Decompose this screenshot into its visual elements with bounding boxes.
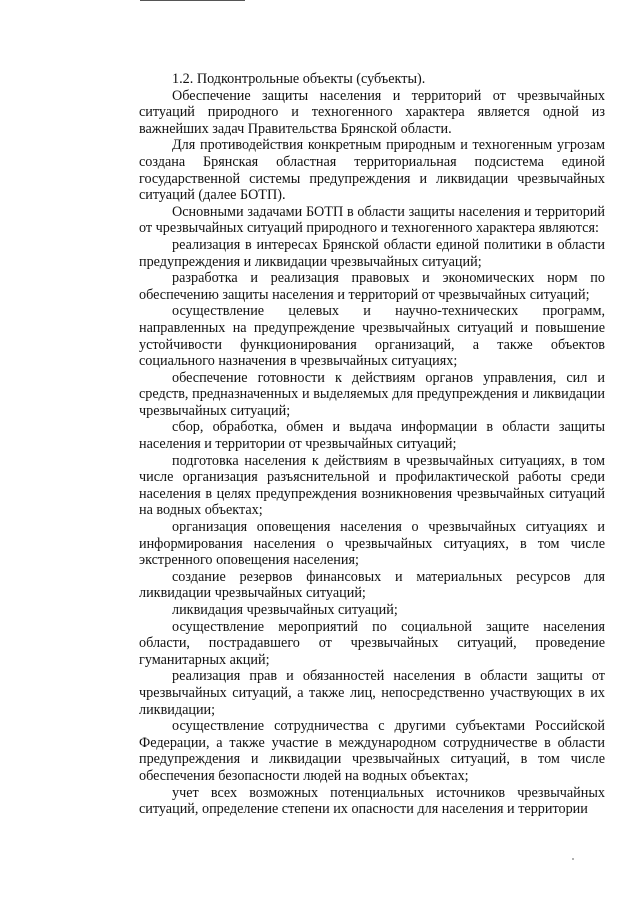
list-item-policy: реализация в интересах Брянской области единой политики в области предупреждения и ликвидации чрезвычайных ситуаций;	[139, 236, 605, 270]
list-item-information: сбор, обработка, обмен и выдача информации в области защиты населения и территории от чрезвычайных ситуаций;	[139, 419, 605, 453]
document-page	[139, 71, 605, 818]
list-item-training: подготовка населения к действиям в чрезвычайных ситуациях, в том числе организация разъяснительной и профилактической работы среди населения в целях предупреждения возникновения чрезвычайных ситуаций на водных объектах;	[139, 452, 605, 519]
list-item-legal-norms: разработка и реализация правовых и экономических норм по обеспечению защиты населения и территорий от чрезвычайных ситуаций;	[139, 270, 605, 303]
paragraph-3: Основными задачами БОТП в области защиты населения и территорий от чрезвычайных ситуаций природного и техногенного характера являются:	[139, 203, 605, 237]
list-item-rights: реализация прав и обязанностей населения в области защиты от чрезвычайных ситуаций, а также лиц, непосредственно участвующих в их ликвидации;	[139, 668, 605, 718]
section-heading: 1.2. Подконтрольные объекты (субъекты).	[172, 71, 426, 87]
list-item-accounting: учет всех возможных потенциальных источников чрезвычайных ситуаций, определение степени их опасности для населения и территории	[139, 784, 605, 818]
list-item-readiness: обеспечение готовности к действиям органов управления, сил и средств, предназначенных и выделяемых для предупреждения и ликвидации чрезвычайных ситуаций;	[139, 369, 605, 419]
list-item-reserves: создание резервов финансовых и материальных ресурсов для ликвидации чрезвычайных ситуаций;	[139, 568, 605, 602]
list-item-programs: осуществление целевых и научно-технических программ, направленных на предупреждение чрезвычайных ситуаций и повышение устойчивости функционирования организаций, а также объектов социального назначения в чрезвычайных ситуациях;	[139, 303, 605, 370]
list-item-alerting: организация оповещения населения о чрезвычайных ситуациях и информирования населения о чрезвычайных ситуациях, в том числе экстренного оповещения населения;	[139, 519, 605, 569]
list-item-cooperation: осуществление сотрудничества с другими субъектами Российской Федерации, а также участие в международном сотрудничестве в области предупреждения и ликвидации чрезвычайных ситуаций, в том числе обеспечения безопасности людей на водных объектах;	[139, 718, 605, 784]
paragraph-2: Для противодействия конкретным природным и техногенным угрозам создана Брянская областная территориальная подсистема единой государственной системы предупреждения и ликвидации чрезвычайных ситуаций (далее БОТП).	[139, 137, 605, 204]
list-item-social-protection: осуществление мероприятий по социальной защите населения области, пострадавшего от чрезвычайных ситуаций, проведение гуманитарных акций;	[139, 618, 605, 668]
top-divider-line	[140, 0, 245, 1]
list-item-liquidation: ликвидация чрезвычайных ситуаций;	[172, 602, 398, 618]
paragraph-1: Обеспечение защиты населения и территорий от чрезвычайных ситуаций природного и техногенного характера является одной из важнейших задач Правительства Брянской области.	[139, 87, 605, 137]
scan-speck	[572, 858, 574, 860]
